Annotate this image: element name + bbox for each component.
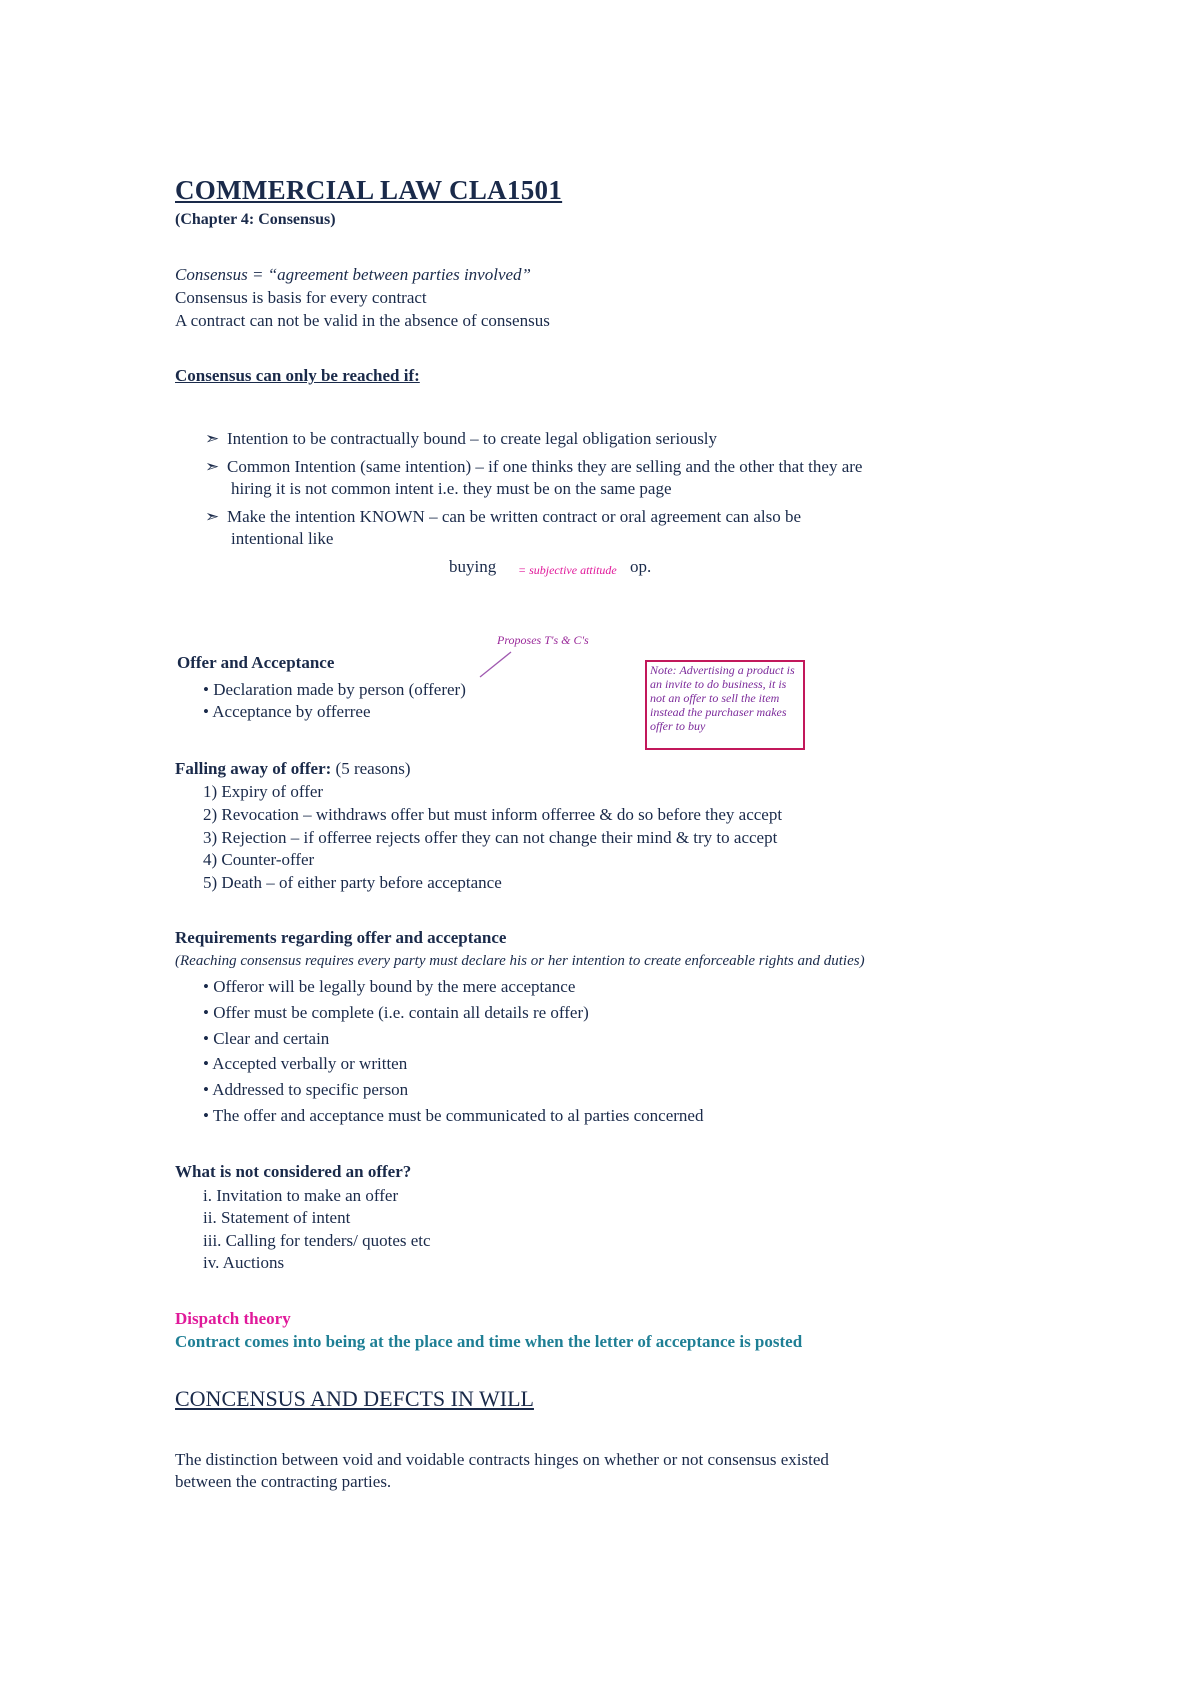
requirements-heading: Requirements regarding offer and acceptance xyxy=(175,928,507,947)
list-item: • The offer and acceptance must be communicated to al parties concerned xyxy=(203,1106,704,1125)
list-item: ➣ Make the intention KNOWN – can be written contract or oral agreement can also be xyxy=(205,507,801,526)
list-item: 4) Counter-offer xyxy=(203,850,315,869)
falling-heading-line xyxy=(175,758,411,780)
intro-line-2: A contract can not be valid in the absence of consensus xyxy=(175,311,550,330)
arrow-bullet-icon: ➣ xyxy=(205,507,220,526)
reached-heading: Consensus can only be reached if: xyxy=(175,366,420,385)
list-item: • Addressed to specific person xyxy=(203,1080,409,1099)
list-item: ➣ Common Intention (same intention) – if one thinks they are selling and the other that they are xyxy=(205,457,863,476)
list-item: iv. Auctions xyxy=(203,1253,285,1272)
subjective-attitude-annotation: = subjective attitude xyxy=(518,563,617,577)
list-item: 3) Rejection – if offerree rejects offer they can not change their mind & try to accept xyxy=(203,828,778,847)
proposes-annotation: Proposes T's & C's xyxy=(497,633,589,647)
list-item: i. Invitation to make an offer xyxy=(203,1186,399,1205)
list-item-continuation: intentional like xyxy=(231,529,334,548)
op-text: op. xyxy=(630,557,652,576)
annotation-pen-stroke xyxy=(478,648,514,680)
arrow-bullet-icon: ➣ xyxy=(205,457,220,476)
list-item: 1) Expiry of offer xyxy=(203,782,324,801)
list-item: • Declaration made by person (offerer) xyxy=(203,680,466,699)
list-item: 5) Death – of either party before acceptance xyxy=(203,873,502,892)
list-item: • Clear and certain xyxy=(203,1029,330,1048)
section2-line-2: between the contracting parties. xyxy=(175,1472,392,1491)
list-item: • Offeror will be legally bound by the mere acceptance xyxy=(203,977,576,996)
list-item: ii. Statement of intent xyxy=(203,1208,351,1227)
intro-line-1: Consensus is basis for every contract xyxy=(175,288,427,307)
not-offer-heading: What is not considered an offer? xyxy=(175,1162,412,1181)
arrow-bullet-icon: ➣ xyxy=(205,429,220,448)
list-item: • Offer must be complete (i.e. contain all details re offer) xyxy=(203,1003,589,1022)
advertising-note: Note: Advertising a product is an invite to do business, it is not an offer to sell the item instead the purchaser makes offer to buy xyxy=(645,660,805,750)
list-item: iii. Calling for tenders/ quotes etc xyxy=(203,1231,431,1250)
dispatch-heading: Dispatch theory xyxy=(175,1309,291,1328)
consensus-definition: Consensus = “agreement between parties involved” xyxy=(175,265,531,284)
offer-heading: Offer and Acceptance xyxy=(177,653,335,672)
page-subtitle: (Chapter 4: Consensus) xyxy=(175,211,336,228)
list-item: • Accepted verbally or written xyxy=(203,1054,408,1073)
requirements-note: (Reaching consensus requires every party must declare his or her intention to create enforceable rights and duties) xyxy=(175,953,865,969)
list-item-continuation: hiring it is not common intent i.e. they must be on the same page xyxy=(231,479,672,498)
section2-line-1: The distinction between void and voidable contracts hinges on whether or not consensus existed xyxy=(175,1450,829,1469)
section2-heading: CONCENSUS AND DEFCTS IN WILL xyxy=(175,1386,534,1411)
page-title: COMMERCIAL LAW CLA1501 xyxy=(175,175,563,205)
dispatch-text: Contract comes into being at the place and time when the letter of acceptance is posted xyxy=(175,1332,803,1351)
falling-heading-extra: (5 reasons) xyxy=(335,759,411,778)
list-item: • Acceptance by offerree xyxy=(203,702,371,721)
buying-text: buying xyxy=(449,557,497,576)
list-item: ➣ Intention to be contractually bound – to create legal obligation seriously xyxy=(205,429,718,448)
list-item: 2) Revocation – withdraws offer but must inform offerree & do so before they accept xyxy=(203,805,783,824)
falling-heading: Falling away of offer: xyxy=(175,759,332,778)
